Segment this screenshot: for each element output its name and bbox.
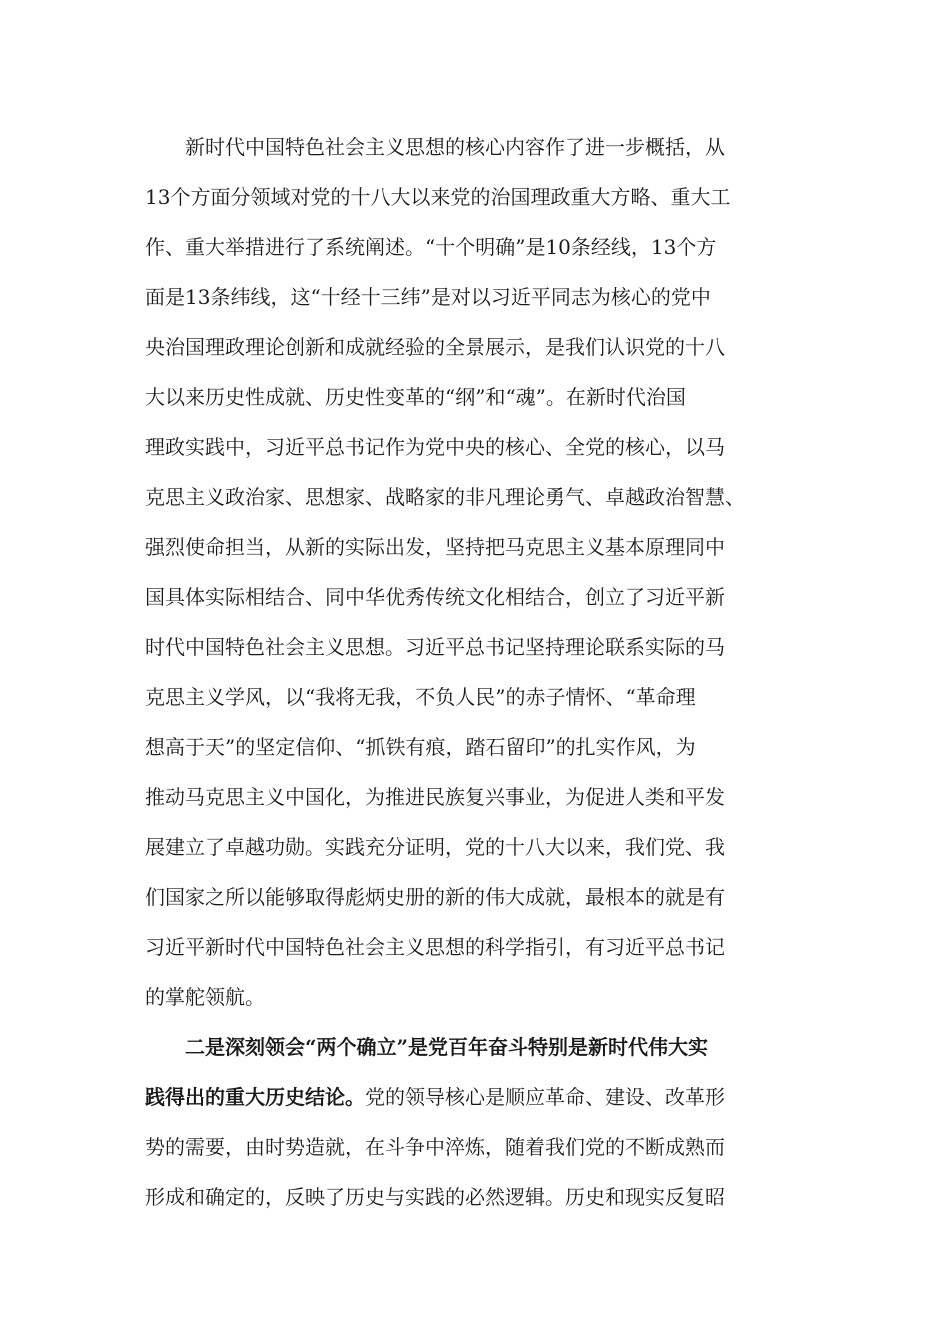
paragraph-line: 想高于天”的坚定信仰、“抓铁有痕，踏石留印”的扎实作风，为	[145, 735, 696, 759]
paragraph-text: 党的领导核心是顺应革命、建设、改革形	[365, 1085, 725, 1109]
paragraph-line: 形成和确定的，反映了历史与实践的必然逻辑。历史和现实反复昭	[145, 1185, 725, 1209]
paragraph-line: 克思主义学风，以“我将无我，不负人民”的赤子情怀、“革命理	[145, 685, 696, 709]
paragraph-line: 国具体实际相结合、同中华优秀传统文化相结合，创立了习近平新	[145, 585, 725, 609]
paragraph-line: 央治国理政理论创新和成就经验的全景展示，是我们认识党的十八	[145, 335, 725, 359]
paragraph-line: 展建立了卓越功勋。实践充分证明，党的十八大以来，我们党、我	[145, 835, 725, 859]
paragraph-line: 势的需要，由时势造就，在斗争中淬炼，随着我们党的不断成熟而	[145, 1135, 725, 1159]
paragraph-line: 13个方面分领域对党的十八大以来党的治国理政重大方略、重大工	[145, 185, 731, 209]
paragraph-line: 习近平新时代中国特色社会主义思想的科学指引，有习近平总书记	[145, 935, 725, 959]
paragraph-line: 克思主义政治家、思想家、战略家的非凡理论勇气、卓越政治智慧、	[145, 485, 745, 509]
paragraph-line: 新时代中国特色社会主义思想的核心内容作了进一步概括，从	[185, 135, 725, 159]
paragraph-line: 面是13条纬线，这“十经十三纬”是对以习近平同志为核心的党中	[145, 285, 711, 309]
paragraph-line: 作、重大举措进行了系统阐述。“十个明确”是10条经线，13个方	[145, 235, 717, 259]
section-heading-end: 践得出的重大历史结论。	[145, 1085, 365, 1109]
paragraph-line: 的掌舵领航。	[145, 985, 265, 1009]
paragraph-line: 强烈使命担当，从新的实际出发，坚持把马克思主义基本原理同中	[145, 535, 725, 559]
paragraph-line: 理政实践中，习近平总书记作为党中央的核心、全党的核心，以马	[145, 435, 725, 459]
section-heading-line: 二是深刻领会“两个确立”是党百年奋斗特别是新时代伟大实	[185, 1035, 709, 1059]
paragraph-line	[145, 1080, 725, 1114]
paragraph-line: 大以来历史性成就、历史性变革的“纲”和“魂”。在新时代治国	[145, 385, 686, 409]
paragraph-line: 时代中国特色社会主义思想。习近平总书记坚持理论联系实际的马	[145, 635, 725, 659]
paragraph-line: 们国家之所以能够取得彪炳史册的新的伟大成就，最根本的就是有	[145, 885, 725, 909]
paragraph-line: 推动马克思主义中国化，为推进民族复兴事业，为促进人类和平发	[145, 785, 725, 809]
